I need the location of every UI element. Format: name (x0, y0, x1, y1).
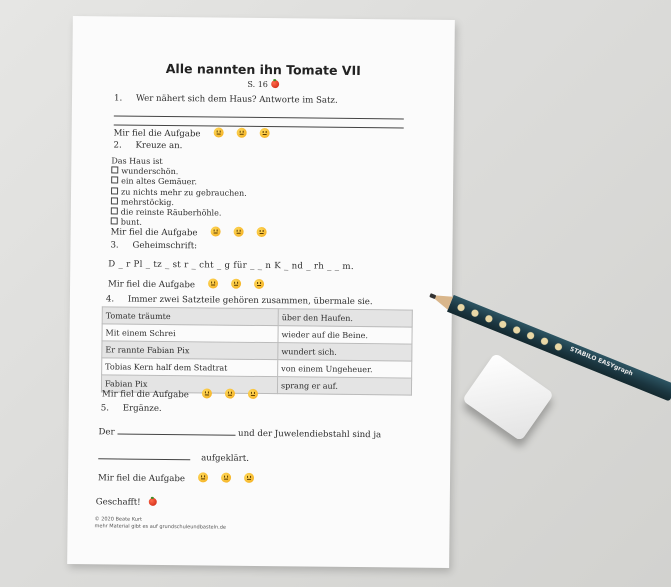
feedback-row-5: Mir fiel die Aufgabe (98, 471, 254, 485)
checkbox[interactable] (111, 218, 118, 225)
sad-smiley-icon (256, 227, 266, 237)
pencil (426, 285, 671, 404)
table-cell: über den Haufen. (278, 309, 412, 327)
list-item: mehrstöckig. (111, 197, 247, 209)
checkbox[interactable] (111, 167, 118, 174)
neutral-smiley-icon (233, 227, 243, 237)
table-cell: Mit einem Schrei (102, 324, 278, 343)
checkbox-list (111, 156, 247, 229)
list-item: bunt. (111, 218, 247, 230)
question-2: 2. Kreuze an. (113, 140, 183, 152)
tomato-icon (149, 498, 157, 506)
table-cell: Tomate träumte (102, 307, 278, 326)
pencil-grip-dots (451, 298, 568, 356)
checkbox[interactable] (111, 177, 118, 184)
fill-in-line-2: aufgeklärt. (98, 452, 249, 464)
table-cell: wundert sich. (278, 343, 412, 361)
list-item: wunderschön. (111, 167, 247, 179)
copyright: © 2020 Beate Kurt (94, 516, 142, 523)
neutral-smiley-icon (237, 128, 247, 138)
sad-smiley-icon (260, 128, 270, 138)
footer (94, 516, 226, 531)
list-item: ein altes Gemäuer. (111, 177, 247, 189)
table-cell: von einem Ungeheuer. (278, 360, 412, 378)
feedback-row-3: Mir fiel die Aufgabe (108, 277, 264, 291)
question-5: 5. Ergänze. (100, 403, 162, 414)
fill-blank[interactable] (98, 458, 190, 460)
list-item: zu nichts mehr zu gebrauchen. (111, 187, 247, 199)
checkbox[interactable] (111, 207, 118, 214)
eraser (462, 353, 554, 442)
list-intro: Das Haus ist (111, 156, 163, 166)
question-4: 4. Immer zwei Satzteile gehören zusammen, übermale sie. (105, 294, 373, 308)
happy-smiley-icon (210, 226, 220, 236)
table-cell: wieder auf die Beine. (278, 326, 412, 344)
happy-smiley-icon (214, 127, 224, 137)
worksheet-title: Alle nannten ihn Tomate VII (165, 60, 361, 79)
checkbox[interactable] (111, 197, 118, 204)
sad-smiley-icon (244, 473, 254, 483)
secret-code: D _ r Pl _ tz _ st r _ cht _ g für _ _ n K _ nd _ rh _ _ m. (108, 259, 354, 272)
answer-line (114, 115, 404, 119)
worksheet-page (67, 16, 455, 568)
footer-link-text: mehr Material gibt es auf grundschuleundbasteln.de (94, 523, 227, 531)
table-cell: Tobias Kern half dem Stadtrat (102, 358, 278, 377)
checkbox[interactable] (111, 187, 118, 194)
table-cell: sprang er auf. (277, 377, 411, 395)
table-cell: Fabian Pix (101, 375, 277, 394)
sad-smiley-icon (254, 279, 264, 289)
matching-table (101, 306, 413, 395)
neutral-smiley-icon (221, 473, 231, 483)
happy-smiley-icon (198, 472, 208, 482)
tomato-icon (271, 80, 279, 88)
question-1: 1. Wer nähert sich dem Haus? Antworte im Satz. (113, 93, 338, 106)
happy-smiley-icon (208, 278, 218, 288)
feedback-row-4: Mir fiel die Aufgabe (102, 387, 258, 401)
pencil-brand: STABILO EASYgraph (568, 345, 634, 378)
done-label: Geschafft! (96, 497, 157, 508)
happy-smiley-icon (202, 388, 212, 398)
worksheet-subtitle: S. 16 (72, 78, 454, 91)
sad-smiley-icon (248, 389, 258, 399)
feedback-row-1: Mir fiel die Aufgabe (114, 126, 270, 140)
table-cell: Er rannte Fabian Pix (102, 341, 278, 360)
fill-in-line-1: Der und der Juwelendiebstahl sind ja (98, 427, 382, 441)
fill-blank[interactable] (117, 434, 235, 436)
list-item: die reinste Räuberhöhle. (111, 207, 247, 219)
question-3: 3. Geheimschrift: (110, 240, 198, 252)
neutral-smiley-icon (225, 389, 235, 399)
neutral-smiley-icon (231, 279, 241, 289)
feedback-row-2: Mir fiel die Aufgabe (111, 225, 267, 239)
